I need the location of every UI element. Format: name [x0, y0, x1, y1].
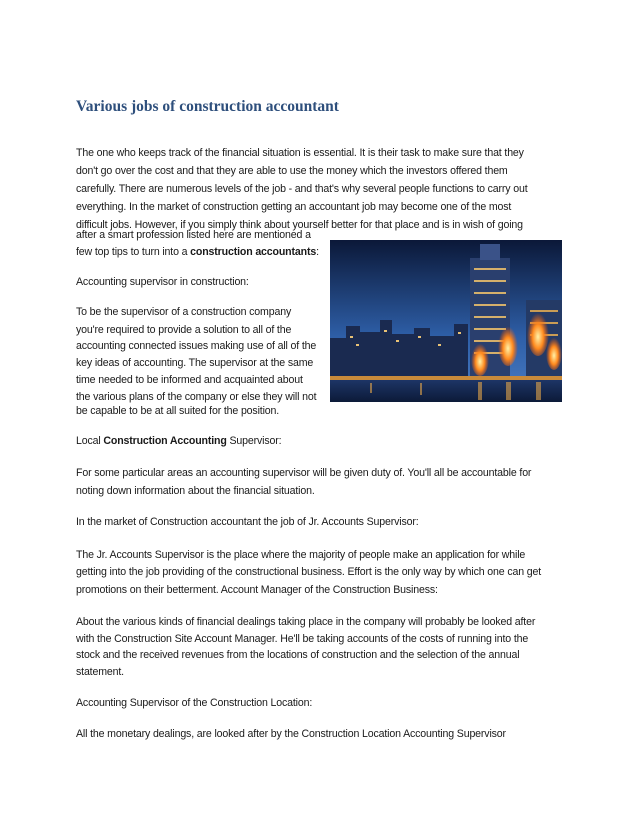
construction-accounting-bold: Construction Accounting [103, 435, 227, 447]
intro-last-prefix: few top tips to turn into a [76, 246, 191, 258]
para2-line-1: For some particular areas an accounting supervisor will be given duty of. You'll all be accountable for [76, 467, 532, 479]
para4-line-3: stock and the received revenues from the locations of construction and the selection of the annual [76, 649, 520, 661]
section-heading-accounting-supervisor: Accounting supervisor in construction: [76, 276, 249, 288]
para1-line-1: To be the supervisor of a construction company [76, 306, 292, 318]
para2-line-2: noting down information about the financial situation. [76, 485, 315, 497]
river-water [330, 380, 562, 402]
para1-line-4: key ideas of accounting. The supervisor at the same [76, 357, 314, 369]
intro-line-5: difficult jobs. However, if you simply think about yourself better for that place and is in wish of going [76, 219, 523, 231]
heading2-prefix: Local [76, 435, 104, 447]
document-title: Various jobs of construction accountant [76, 98, 339, 115]
intro-line-7 [76, 245, 319, 259]
para3-line-3: promotions on their betterment. Account Manager of the Construction Business: [76, 584, 438, 596]
intro-last-suffix: : [316, 246, 319, 258]
para4-line-4: statement. [76, 666, 124, 678]
intro-line-2: don't go over the cost and that they are able to use the money which the investors offered them [76, 165, 508, 177]
section-heading-jr-accounts: In the market of Construction accountant the job of Jr. Accounts Supervisor: [76, 516, 419, 528]
para3-line-2: getting into the job providing of the constructional business. Effort is the only way by which one can get [76, 566, 542, 578]
para1-line-2: you're required to provide a solution to all of the [76, 324, 292, 336]
para5-line-1: All the monetary dealings, are looked after by the Construction Location Accounting Supervisor [76, 728, 506, 740]
para1-line-6: the various plans of the company or else they will not [76, 391, 317, 403]
heading2-suffix: Supervisor: [226, 435, 282, 447]
construction-accountants-bold: construction accountants [190, 246, 317, 258]
city-skyline-photo [330, 240, 562, 402]
para1-line-7: be capable to be at all suited for the position. [76, 405, 280, 417]
para4-line-1: About the various kinds of financial dealings taking place in the company will probably be looked after [76, 616, 536, 628]
para1-line-3: accounting connected issues making use of all of the [76, 340, 317, 352]
para4-line-2: with the Construction Site Account Manager. He'll be taking accounts of the costs of running into the [76, 633, 529, 645]
promenade-lights [330, 376, 562, 380]
para1-line-5: time needed to be informed and acquainted about [76, 374, 303, 386]
intro-line-1: The one who keeps track of the financial situation is essential. It is their task to make sure that they [76, 147, 524, 159]
intro-line-3: carefully. There are numerous levels of the job - and that's why several people functions to carry out [76, 183, 528, 195]
para3-line-1: The Jr. Accounts Supervisor is the place where the majority of people make an application for while [76, 549, 526, 561]
section-heading-local-supervisor [76, 434, 281, 448]
intro-line-6: after a smart profession listed here are mentioned a [76, 229, 311, 241]
intro-line-4: everything. In the market of construction getting an accountant job may become one of the most [76, 201, 512, 213]
section-heading-location-supervisor: Accounting Supervisor of the Construction Location: [76, 697, 313, 709]
